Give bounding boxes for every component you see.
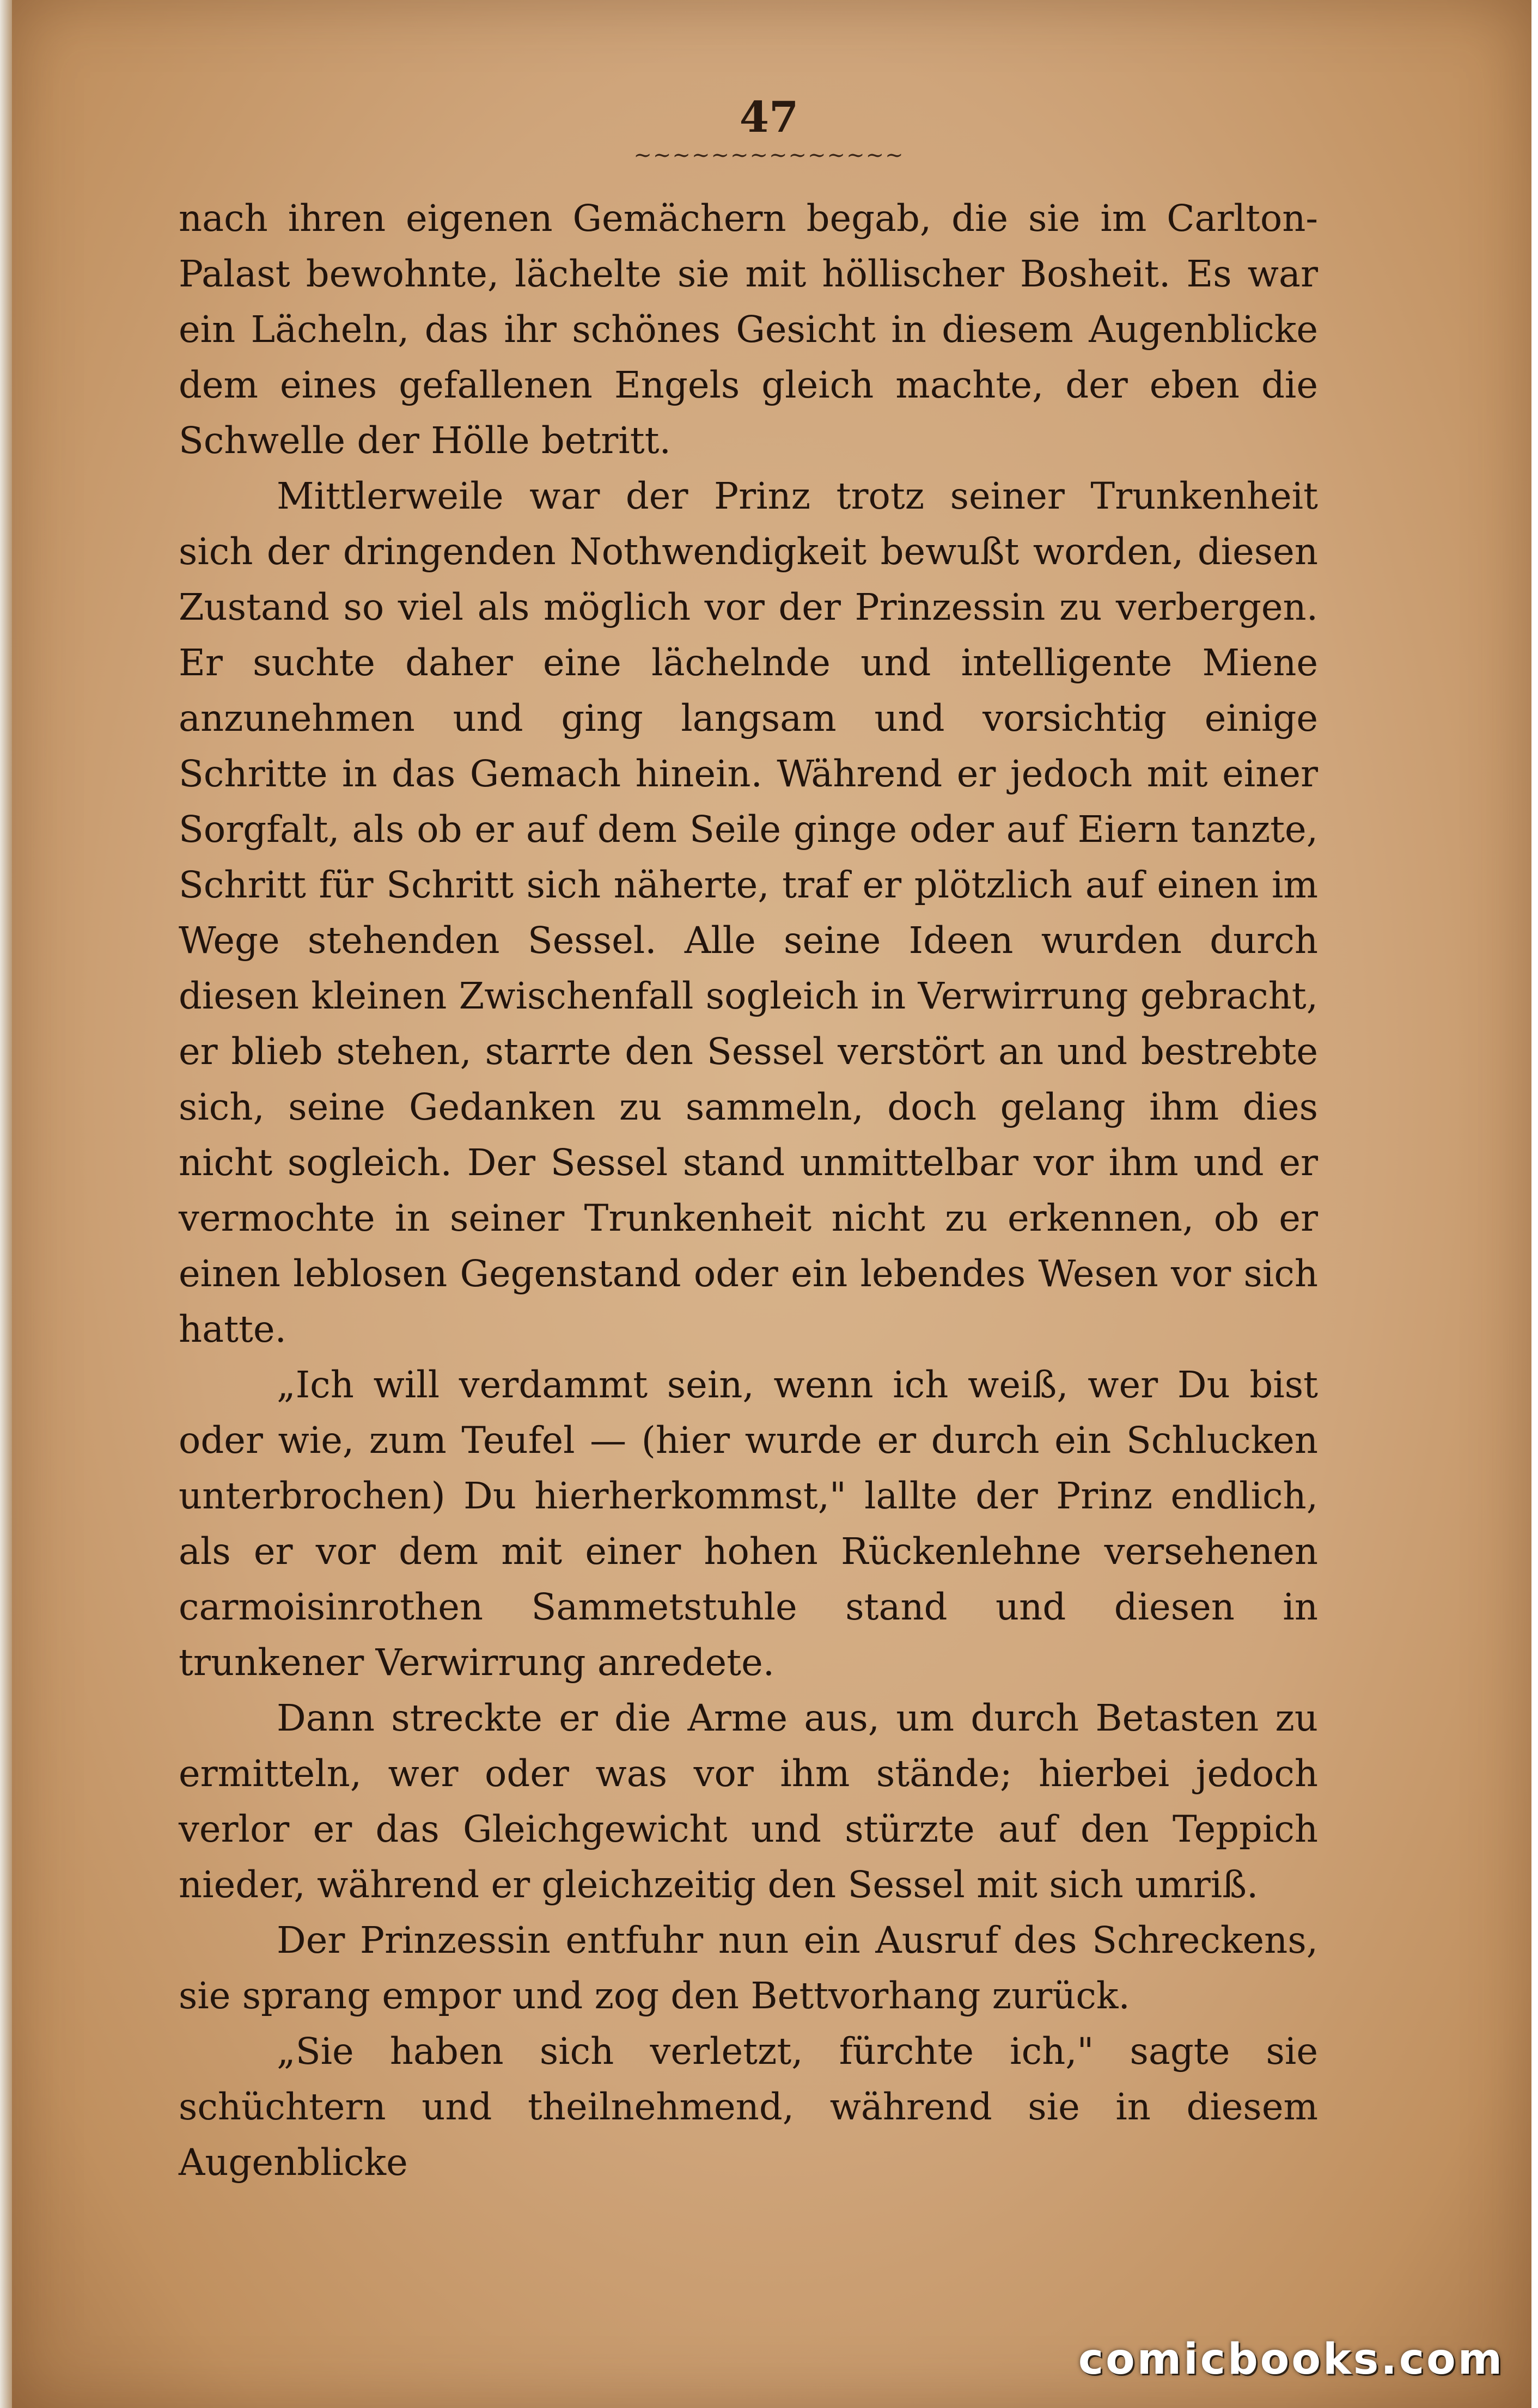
paragraph-5: Der Prinzessin entfuhr nun ein Ausruf des Schreckens, sie sprang empor und zog den Bettvorhang zurück. (179, 1919, 1318, 2017)
header-ornament: ~~~~~~~~~~~~~~ (633, 143, 905, 168)
paragraph-1: nach ihren eigenen Gemächern begab, die sie im Carlton-Palast bewohnte, lächelte sie mit höllischer Bosheit. Es war ein Lächeln, das ihr schönes Gesicht in diesem Augenblicke dem eines gefallenen Engels gleich machte, der eben die Schwelle der Hölle betritt. (179, 197, 1318, 462)
paragraph-3: „Ich will verdammt sein, wenn ich weiß, wer Du bist oder wie, zum Teufel — (hier wurde er durch ein Schlucken unterbrochen) Du hierherkommst," lallte der Prinz endlich, als er vor dem mit einer hohen Rückenlehne versehenen carmoisinrothen Sammetstuhle stand und diesen in trunkener Verwirrung anredete. (179, 1364, 1318, 1684)
scan-left-edge (0, 0, 12, 2408)
paragraph-2: Mittlerweile war der Prinz trotz seiner Trunkenheit sich der dringenden Nothwendigkeit bewußt worden, diesen Zustand so viel als möglich vor der Prinzessin zu verbergen. Er suchte daher eine lächelnde und intelligente Miene anzunehmen und ging langsam und vorsichtig einige Schritte in das Gemach hinein. Während er jedoch mit einer Sorgfalt, als ob er auf dem Seile ginge oder auf Eiern tanzte, Schritt für Schritt sich näherte, traf er plötzlich auf einen im Wege stehenden Sessel. Alle seine Ideen wurden durch diesen kleinen Zwischenfall sogleich in Verwirrung gebracht, er blieb stehen, starrte den Sessel verstört an und bestrebte sich, seine Gedanken zu sammeln, doch gelang ihm dies nicht sogleich. Der Sessel stand unmittelbar vor ihm und er vermochte in seiner Trunkenheit nicht zu erkennen, ob er einen leblosen Gegenstand oder ein lebendes Wesen vor sich hatte. (179, 475, 1318, 1350)
body-text (179, 191, 1318, 2190)
paragraph-6: „Sie haben sich verletzt, fürchte ich," sagte sie schüchtern und theilnehmend, während sie in diesem Augenblicke (179, 2030, 1318, 2184)
watermark-logo: comicbooks.com (1078, 2335, 1504, 2384)
paragraph-4: Dann streckte er die Arme aus, um durch Betasten zu ermitteln, wer oder was vor ihm stände; hierbei jedoch verlor er das Gleichgewicht und stürzte auf den Teppich nieder, während er gleichzeitig den Sessel mit sich umriß. (179, 1697, 1318, 1906)
page-number: 47 (739, 93, 799, 142)
